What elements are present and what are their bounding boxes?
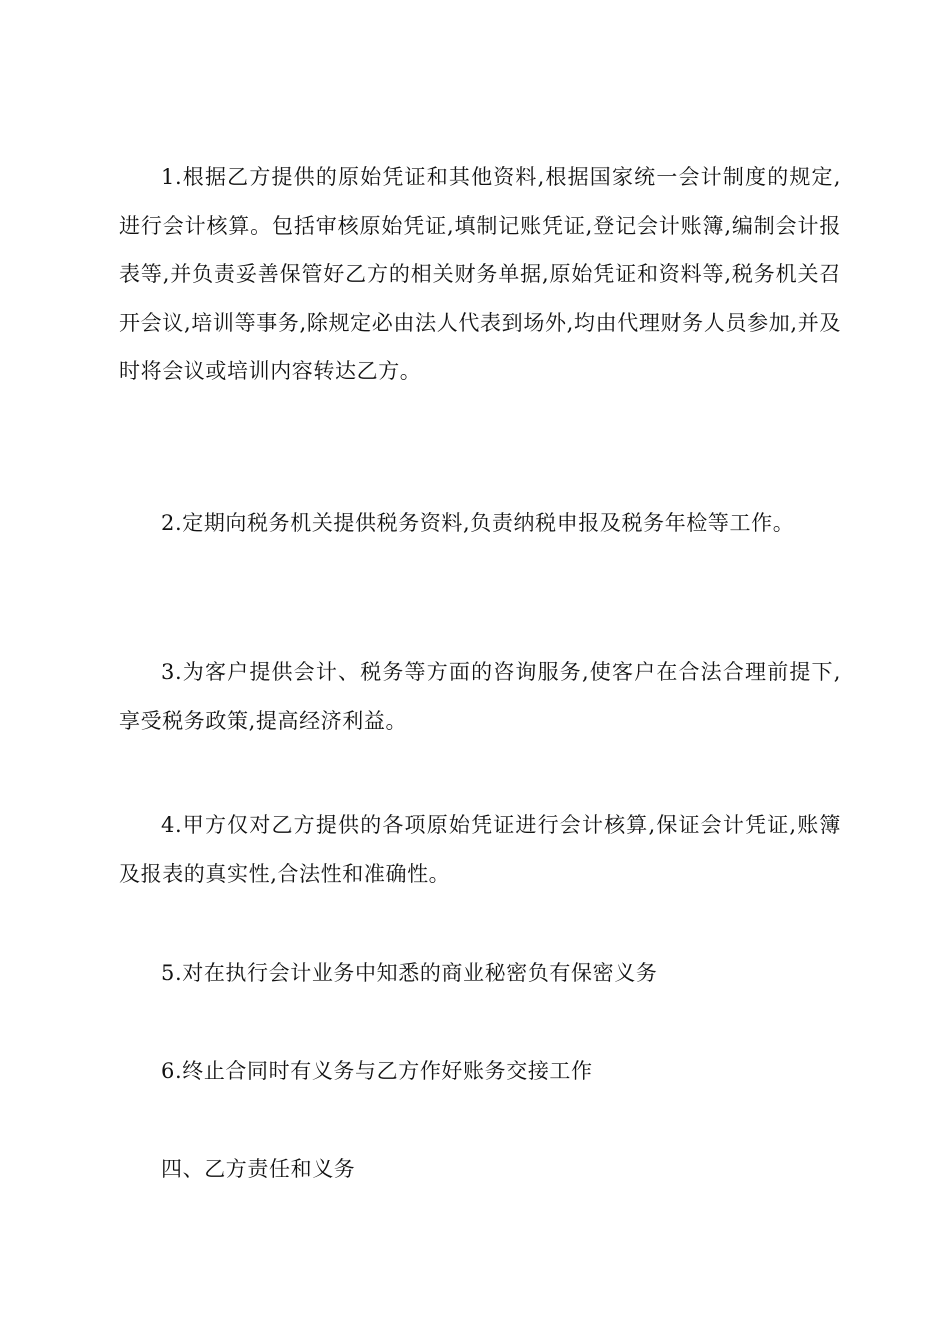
paragraph-1: 1.根据乙方提供的原始凭证和其他资料,根据国家统一会计制度的规定,进行会计核算。包括审核原始凭证,填制记账凭证,登记会计账簿,编制会计报表等,并负责妥善保管好乙方的相关财务单据,原始凭证和资料等,税务机关召开会议,培训等事务,除规定必由法人代表到场外,均由代理财务人员参加,并及时将会议或培训内容转达乙方。 (119, 165, 841, 384)
paragraph-2: 2.定期向税务机关提供税务资料,负责纳税申报及税务年检等工作。 (161, 511, 795, 535)
paragraph-4: 4.甲方仅对乙方提供的各项原始凭证进行会计核算,保证会计凭证,账簿及报表的真实性,合法性和准确性。 (119, 813, 841, 886)
paragraph-5: 5.对在执行会计业务中知悉的商业秘密负有保密义务 (161, 961, 658, 985)
paragraph-6: 6.终止合同时有义务与乙方作好账务交接工作 (161, 1059, 593, 1083)
paragraph-3: 3.为客户提供会计、税务等方面的咨询服务,使客户在合法合理前提下,享受税务政策,提高经济利益。 (119, 660, 841, 733)
section-heading: 四、乙方责任和义务 (161, 1157, 356, 1181)
